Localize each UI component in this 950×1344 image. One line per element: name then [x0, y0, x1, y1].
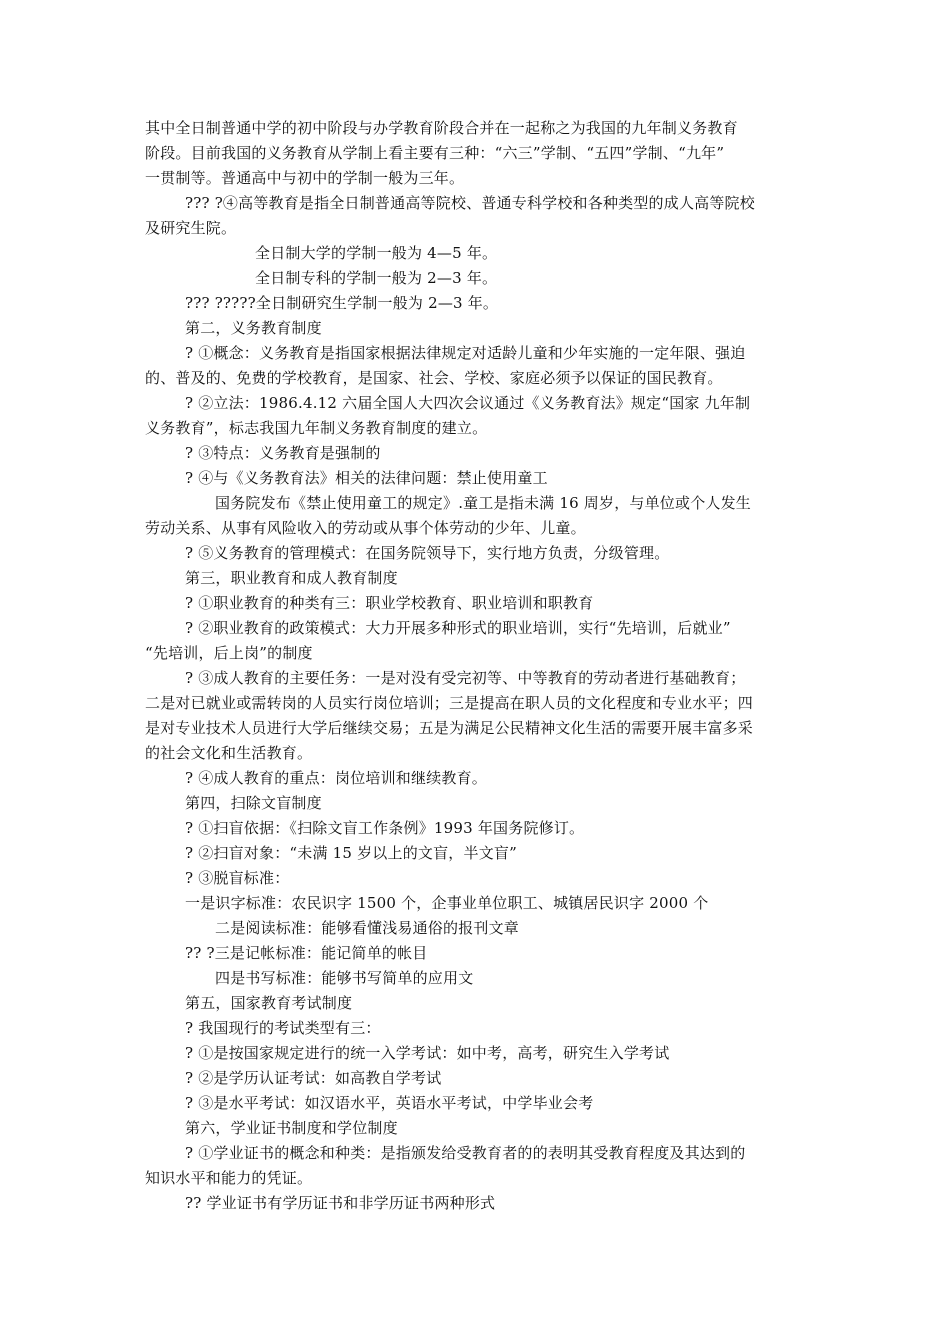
- text-line: ? ①职业教育的种类有三：职业学校教育、职业培训和职教育: [185, 594, 594, 612]
- text-line: 义务教育”，标志我国九年制义务教育制度的建立。: [145, 419, 488, 437]
- text-line: 全日制大学的学制一般为 4—5 年。: [255, 244, 498, 262]
- text-line: 二是对已就业或需转岗的人员实行岗位培训；三是提高在职人员的文化程度和专业水平；四: [145, 694, 754, 712]
- text-line: ? ④成人教育的重点：岗位培训和继续教育。: [185, 769, 488, 787]
- section-heading: 第四，扫除文盲制度: [185, 794, 322, 812]
- text-line: ? ②立法：1986.4.12 六届全国人大四次会议通过《义务教育法》规定“国家 九年制: [185, 394, 751, 412]
- text-line: 其中全日制普通中学的初中阶段与办学教育阶段合并在一起称之为我国的九年制义务教育: [145, 119, 738, 137]
- text-line: ? ①学业证书的概念和种类：是指颁发给受教育者的的表明其受教育程度及其达到的: [185, 1144, 746, 1162]
- text-line: ?? 学业证书有学历证书和非学历证书两种形式: [185, 1194, 496, 1212]
- text-line: ? ①是按国家规定进行的统一入学考试：如中考，高考，研究生入学考试: [185, 1044, 670, 1062]
- section-heading: 第三，职业教育和成人教育制度: [185, 569, 398, 587]
- text-line: “先培训，后上岗”的制度: [145, 644, 313, 662]
- text-line: 的社会文化和生活教育。: [145, 744, 313, 762]
- text-line: ? ②职业教育的政策模式：大力开展多种形式的职业培训，实行“先培训，后就业”: [185, 619, 731, 637]
- text-line: 阶段。目前我国的义务教育从学制上看主要有三种：“六三”学制、“五四”学制、“九年”: [145, 144, 725, 162]
- text-line: ? ②扫盲对象：“未满 15 岁以上的文盲，半文盲”: [185, 844, 517, 862]
- text-line: ? ③成人教育的主要任务：一是对没有受完初等、中等教育的劳动者进行基础教育；: [185, 669, 746, 687]
- section-heading: 第六，学业证书制度和学位制度: [185, 1119, 398, 1137]
- text-line: ? ③脱盲标准：: [185, 869, 290, 887]
- text-line: 的、普及的、免费的学校教育，是国家、社会、学校、家庭必须予以保证的国民教育。: [145, 369, 723, 387]
- text-line: ??? ?④高等教育是指全日制普通高等院校、普通专科学校和各种类型的成人高等院校: [185, 194, 755, 212]
- text-line: ? ③特点：义务教育是强制的: [185, 444, 381, 462]
- section-heading: 第五，国家教育考试制度: [185, 994, 353, 1012]
- text-line: 国务院发布《禁止使用童工的规定》.童工是指未满 16 周岁，与单位或个人发生: [215, 494, 751, 512]
- section-heading: 第二，义务教育制度: [185, 319, 322, 337]
- text-line: ? ③是水平考试：如汉语水平，英语水平考试，中学毕业会考: [185, 1094, 594, 1112]
- text-line: 及研究生院。: [145, 219, 237, 237]
- text-line: 一是识字标准：农民识字 1500 个，企事业单位职工、城镇居民识字 2000 个: [185, 894, 709, 912]
- text-line: ? ②是学历认证考试：如高教自学考试: [185, 1069, 442, 1087]
- text-line: 劳动关系、从事有风险收入的劳动或从事个体劳动的少年、儿童。: [145, 519, 586, 537]
- text-line: ? ⑤义务教育的管理模式：在国务院领导下，实行地方负责，分级管理。: [185, 544, 670, 562]
- text-line: ? ④与《义务教育法》相关的法律问题：禁止使用童工: [185, 469, 548, 487]
- text-line: ? ①概念：义务教育是指国家根据法律规定对适龄儿童和少年实施的一定年限、强迫: [185, 344, 746, 362]
- text-line: ?? ?三是记帐标准：能记简单的帐目: [185, 944, 428, 962]
- text-line: 是对专业技术人员进行大学后继续交易；五是为满足公民精神文化生活的需要开展丰富多采: [145, 719, 754, 737]
- text-line: ? ①扫盲依据：《扫除文盲工作条例》1993 年国务院修订。: [185, 819, 585, 837]
- text-line: 知识水平和能力的凭证。: [145, 1169, 313, 1187]
- text-line: 一贯制等。普通高中与初中的学制一般为三年。: [145, 169, 465, 187]
- text-line: 二是阅读标准：能够看懂浅易通俗的报刊文章: [215, 919, 520, 937]
- text-line: ? 我国现行的考试类型有三：: [185, 1019, 381, 1037]
- text-line: ??? ?????全日制研究生学制一般为 2—3 年。: [185, 294, 499, 312]
- text-line: 全日制专科的学制一般为 2—3 年。: [255, 269, 498, 287]
- text-line: 四是书写标准：能够书写简单的应用文: [215, 969, 474, 987]
